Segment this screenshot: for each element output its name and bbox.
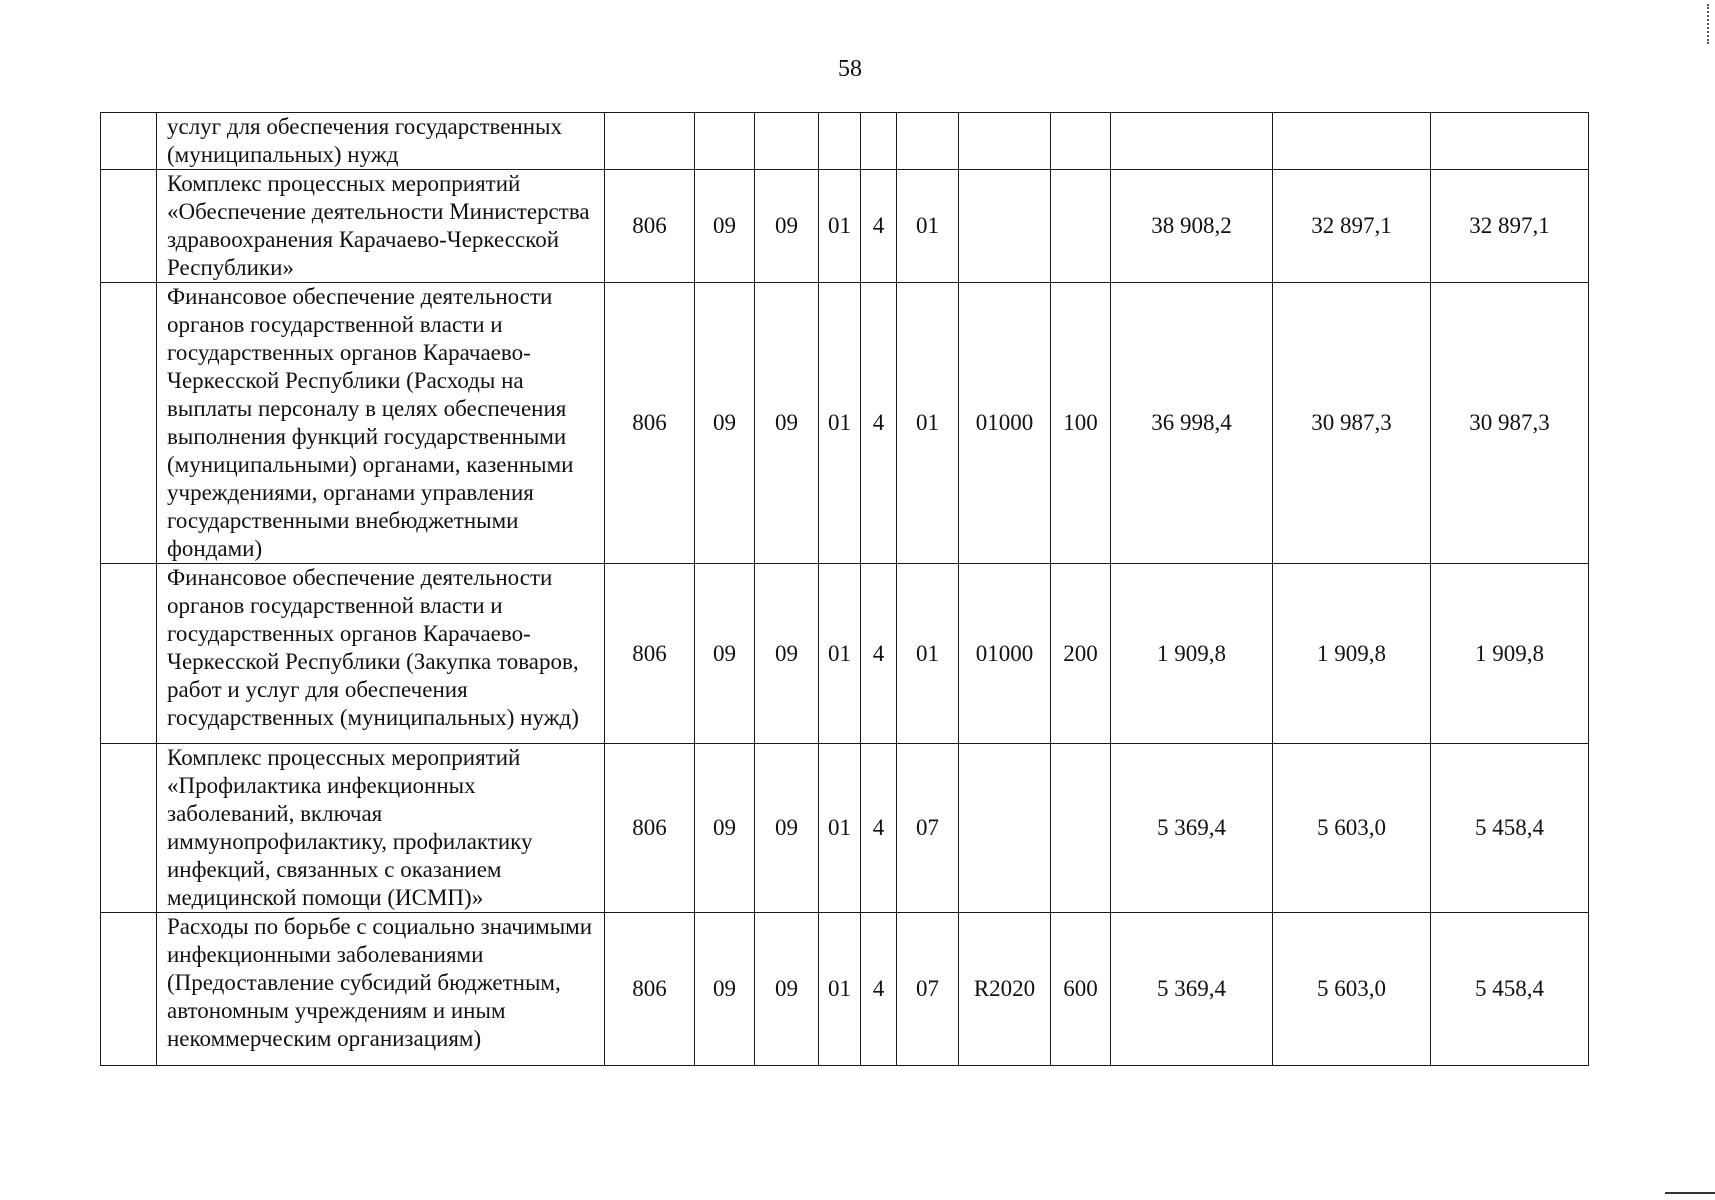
code-ministry-cell: 806 <box>605 170 695 283</box>
code-expense-type-cell: 200 <box>1051 564 1111 744</box>
code-subsection-cell <box>755 113 819 170</box>
code-type-cell: 4 <box>861 913 897 1066</box>
table-body <box>101 113 1589 1066</box>
code-subsection-cell: 09 <box>755 744 819 913</box>
code-complex-cell <box>897 113 959 170</box>
table-row <box>101 564 1589 744</box>
item-name-cell: Финансовое обеспечение деятельности органов государственной власти и государственных органов Карачаево-Черкесской Республики (Расходы на выплаты персоналу в целях обеспечения выполнения функций государственными (муниципальными) органами, казенными учреждениями, органами управления государственными внебюджетными фондами) <box>157 283 605 564</box>
code-expense-type-cell <box>1051 744 1111 913</box>
code-complex-cell: 07 <box>897 744 959 913</box>
code-type-cell: 4 <box>861 564 897 744</box>
amount-year-3-cell: 5 458,4 <box>1431 744 1589 913</box>
code-expense-type-cell <box>1051 113 1111 170</box>
row-number-cell <box>101 113 157 170</box>
code-program-cell: 01 <box>819 283 861 564</box>
code-expense-type-cell: 100 <box>1051 283 1111 564</box>
amount-year-1-cell: 1 909,8 <box>1111 564 1273 744</box>
table-row <box>101 170 1589 283</box>
table-row <box>101 283 1589 564</box>
amount-year-2-cell: 5 603,0 <box>1273 744 1431 913</box>
amount-year-1-cell <box>1111 113 1273 170</box>
amount-year-1-cell: 5 369,4 <box>1111 744 1273 913</box>
code-complex-cell: 07 <box>897 913 959 1066</box>
item-name-cell: Расходы по борьбе с социально значимыми инфекционными заболеваниями (Предоставление субсидий бюджетным, автономным учреждениям и иным некоммерческим организациям) <box>157 913 605 1066</box>
amount-year-3-cell: 1 909,8 <box>1431 564 1589 744</box>
table-row <box>101 113 1589 170</box>
code-direction-cell: 01000 <box>959 564 1051 744</box>
code-program-cell: 01 <box>819 170 861 283</box>
code-ministry-cell: 806 <box>605 744 695 913</box>
code-expense-type-cell <box>1051 170 1111 283</box>
budget-table <box>100 112 1589 1066</box>
table-row <box>101 744 1589 913</box>
code-type-cell <box>861 113 897 170</box>
code-section-cell: 09 <box>695 913 755 1066</box>
row-number-cell <box>101 913 157 1066</box>
code-subsection-cell: 09 <box>755 283 819 564</box>
item-name-cell: услуг для обеспечения государственных (муниципальных) нужд <box>157 113 605 170</box>
amount-year-2-cell: 32 897,1 <box>1273 170 1431 283</box>
item-name-cell: Комплекс процессных мероприятий «Профилактика инфекционных заболеваний, включая иммунопрофилактику, профилактику инфекций, связанных с оказанием медицинской помощи (ИСМП)» <box>157 744 605 913</box>
code-program-cell: 01 <box>819 913 861 1066</box>
item-name-cell: Комплекс процессных мероприятий «Обеспечение деятельности Министерства здравоохранения Карачаево-Черкесской Республики» <box>157 170 605 283</box>
code-ministry-cell <box>605 113 695 170</box>
code-complex-cell: 01 <box>897 564 959 744</box>
amount-year-2-cell <box>1273 113 1431 170</box>
amount-year-1-cell: 38 908,2 <box>1111 170 1273 283</box>
code-type-cell: 4 <box>861 170 897 283</box>
code-subsection-cell: 09 <box>755 564 819 744</box>
amount-year-2-cell: 30 987,3 <box>1273 283 1431 564</box>
code-direction-cell <box>959 170 1051 283</box>
code-section-cell <box>695 113 755 170</box>
code-type-cell: 4 <box>861 283 897 564</box>
code-subsection-cell: 09 <box>755 913 819 1066</box>
code-section-cell: 09 <box>695 170 755 283</box>
code-section-cell: 09 <box>695 564 755 744</box>
code-complex-cell: 01 <box>897 283 959 564</box>
code-complex-cell: 01 <box>897 170 959 283</box>
row-number-cell <box>101 170 157 283</box>
code-ministry-cell: 806 <box>605 913 695 1066</box>
item-name-cell: Финансовое обеспечение деятельности органов государственной власти и государственных органов Карачаево-Черкесской Республики (Закупка товаров, работ и услуг для обеспечения государственных (муниципальных) нужд) <box>157 564 605 744</box>
row-number-cell <box>101 283 157 564</box>
code-direction-cell: R2020 <box>959 913 1051 1066</box>
amount-year-3-cell: 32 897,1 <box>1431 170 1589 283</box>
code-ministry-cell: 806 <box>605 564 695 744</box>
code-program-cell: 01 <box>819 564 861 744</box>
code-program-cell <box>819 113 861 170</box>
amount-year-3-cell <box>1431 113 1589 170</box>
code-direction-cell <box>959 113 1051 170</box>
amount-year-2-cell: 5 603,0 <box>1273 913 1431 1066</box>
code-direction-cell <box>959 744 1051 913</box>
code-type-cell: 4 <box>861 744 897 913</box>
amount-year-1-cell: 5 369,4 <box>1111 913 1273 1066</box>
scan-edge-mark <box>1707 4 1711 44</box>
code-subsection-cell: 09 <box>755 170 819 283</box>
row-number-cell <box>101 564 157 744</box>
amount-year-2-cell: 1 909,8 <box>1273 564 1431 744</box>
scan-corner-mark <box>1665 1192 1715 1194</box>
table-row <box>101 913 1589 1066</box>
code-section-cell: 09 <box>695 283 755 564</box>
code-ministry-cell: 806 <box>605 283 695 564</box>
code-direction-cell: 01000 <box>959 283 1051 564</box>
code-program-cell: 01 <box>819 744 861 913</box>
amount-year-3-cell: 30 987,3 <box>1431 283 1589 564</box>
code-section-cell: 09 <box>695 744 755 913</box>
amount-year-1-cell: 36 998,4 <box>1111 283 1273 564</box>
page-number: 58 <box>838 56 862 82</box>
code-expense-type-cell: 600 <box>1051 913 1111 1066</box>
row-number-cell <box>101 744 157 913</box>
amount-year-3-cell: 5 458,4 <box>1431 913 1589 1066</box>
